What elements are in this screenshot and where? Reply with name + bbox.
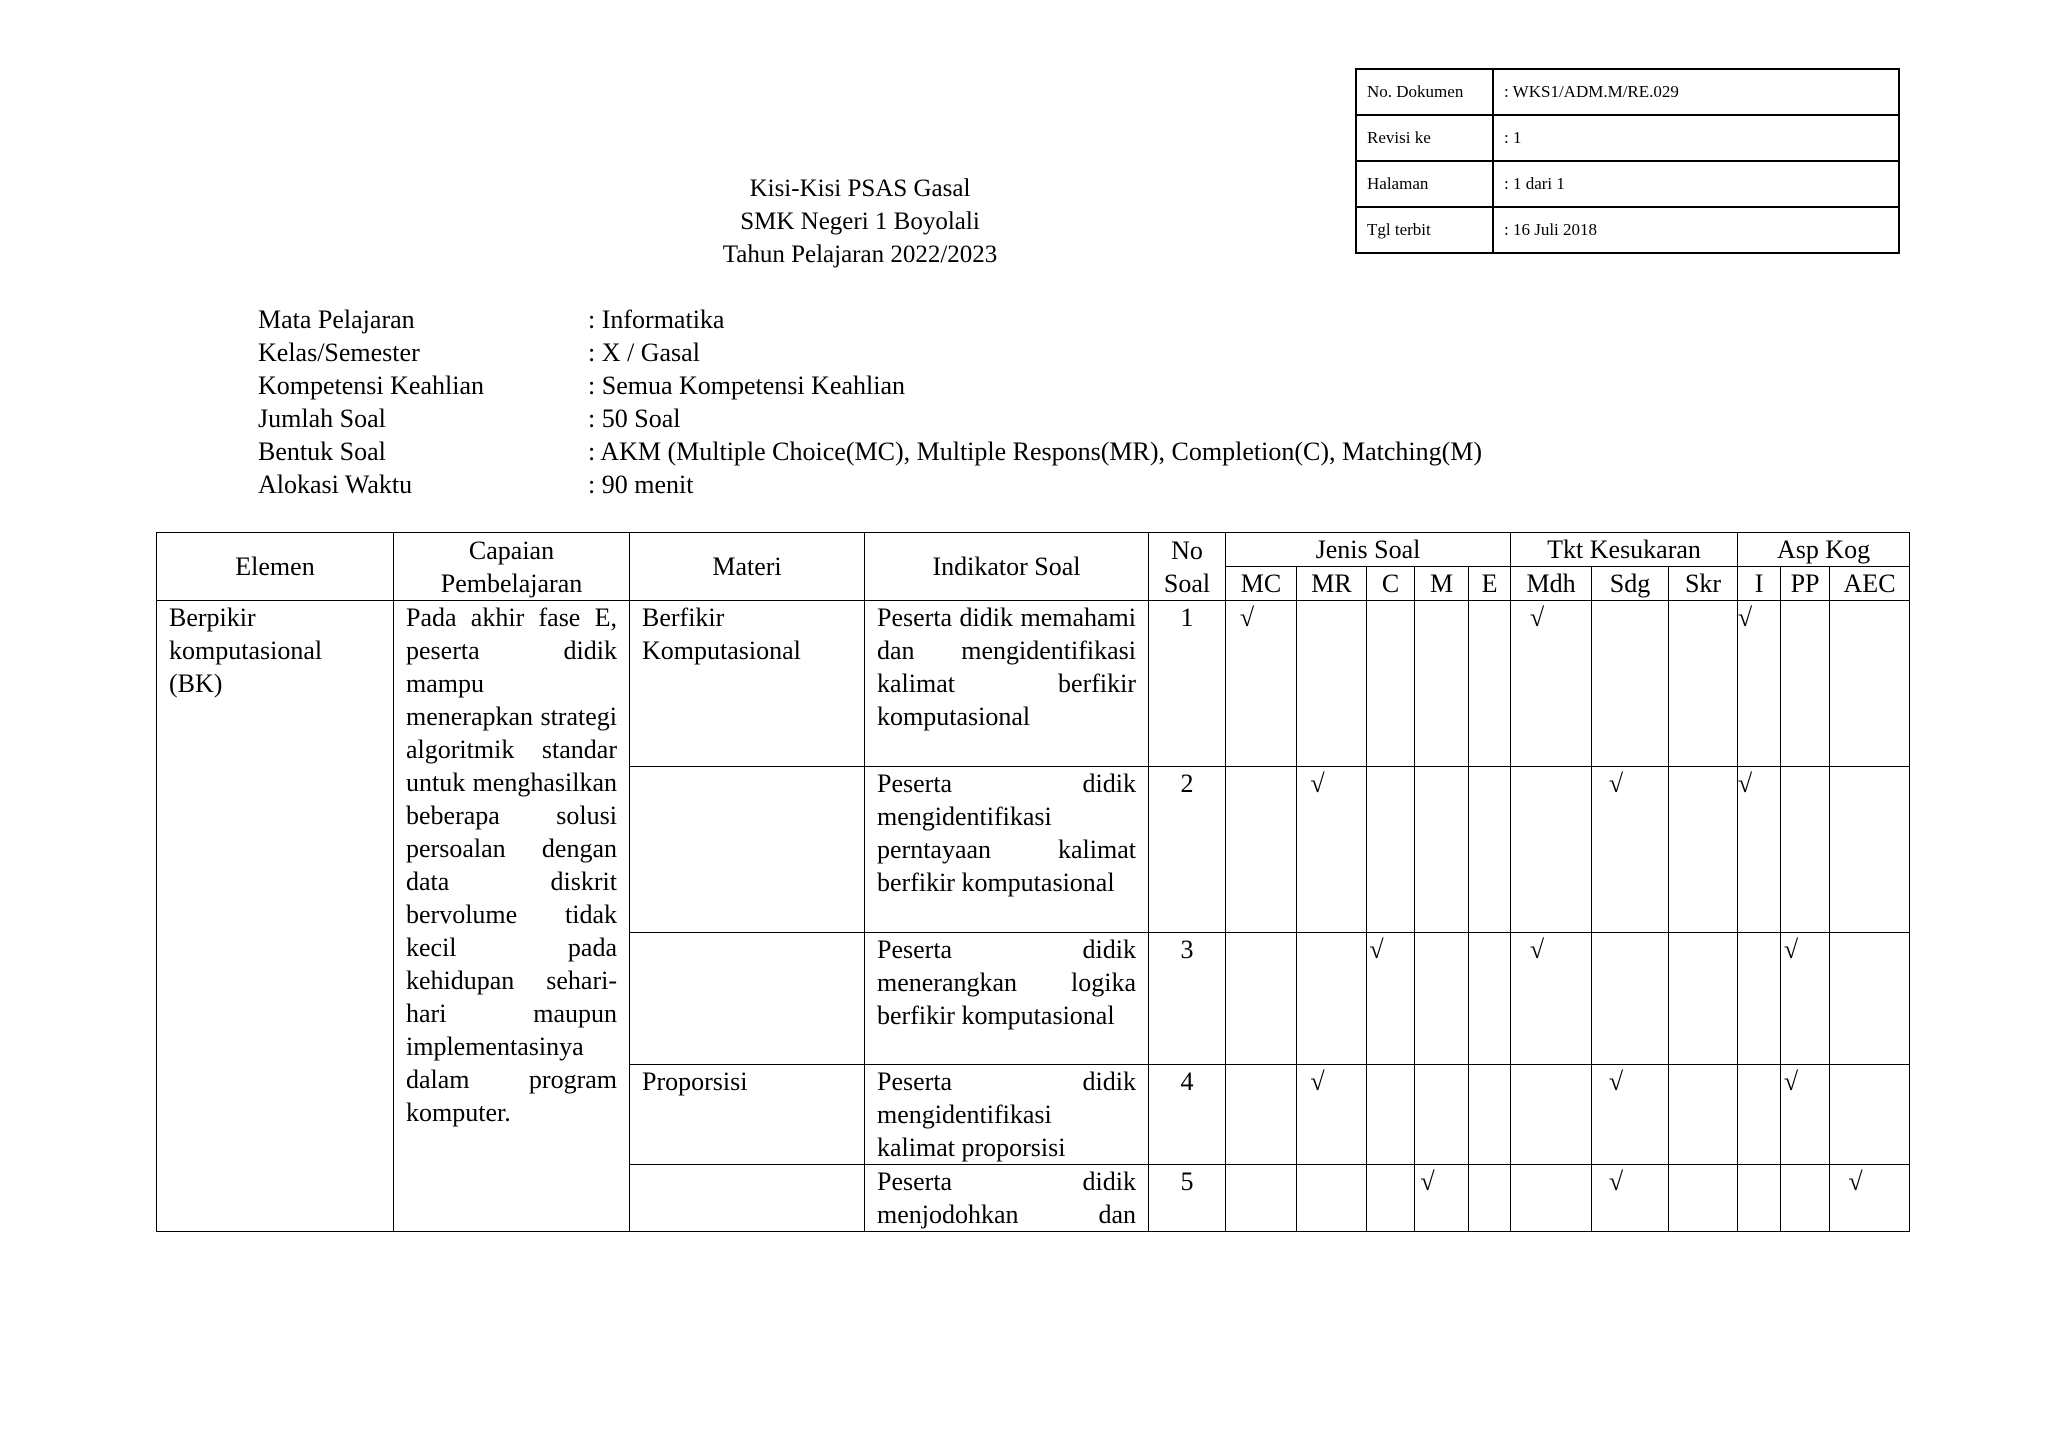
doc-info-label: No. Dokumen [1356,69,1493,115]
cell-sdg [1592,767,1669,933]
header-c: C [1367,567,1415,601]
check-mark-icon: √ [1737,769,1753,798]
cell-i [1738,1165,1781,1232]
header-sdg: Sdg [1592,567,1669,601]
meta-label: Kelas/Semester [258,338,420,367]
doc-info-label: Halaman [1356,161,1493,207]
check-mark-icon: √ [1420,1167,1435,1196]
cell-m [1415,1165,1469,1232]
check-mark-icon: √ [1529,935,1545,964]
cell-pp [1781,933,1830,1065]
cell-skr [1669,933,1738,1065]
cell-mdh [1511,767,1592,933]
check-mark-icon: √ [1608,1167,1624,1196]
cell-mr [1297,1165,1367,1232]
cell-e [1469,1165,1511,1232]
meta-label: Kompetensi Keahlian [258,371,484,400]
doc-info-row [1356,115,1899,161]
cell-materi [630,933,865,1065]
doc-info-value: : 1 [1493,115,1899,161]
check-mark-icon: √ [1529,603,1545,632]
cell-indikator: Peserta didik mengidentifikasi perntayaan kalimat berfikir komputasional [865,767,1149,933]
meta-value: : 90 menit [588,468,693,501]
cell-mdh [1511,933,1592,1065]
cell-capaian: Pada akhir fase E, peserta didik mampu menerapkan strategi algoritmik standar untuk menghasilkan beberapa solusi persoalan dengan data diskrit bervolume tidak kecil pada kehidupan sehari-hari maupun implementasinya dalam program komputer. [394,601,630,1232]
kisi-kisi-table [156,532,1910,1232]
header-pp: PP [1781,567,1830,601]
cell-mr [1297,1065,1367,1165]
cell-no-soal: 5 [1149,1165,1226,1232]
cell-m [1415,1065,1469,1165]
cell-i [1738,933,1781,1065]
meta-label: Jumlah Soal [258,404,386,433]
cell-mc [1226,767,1297,933]
cell-mr [1297,933,1367,1065]
header-no-line1: No [1171,535,1203,565]
header-capaian [394,533,630,601]
header-skr: Skr [1669,567,1738,601]
cell-c [1367,601,1415,767]
title-line-2: SMK Negeri 1 Boyolali [740,208,980,235]
table-row [157,601,1910,767]
cell-sdg [1592,1165,1669,1232]
check-mark-icon: √ [1369,935,1384,964]
cell-aec [1830,601,1910,767]
cell-c [1367,1165,1415,1232]
cell-sdg [1592,933,1669,1065]
meta-value: : Informatika [588,303,724,336]
meta-value: : Semua Kompetensi Keahlian [588,369,905,402]
header-m: M [1415,567,1469,601]
cell-skr [1669,767,1738,933]
check-mark-icon: √ [1783,935,1799,964]
check-mark-icon: √ [1783,1067,1799,1096]
cell-materi: Proporsisi [630,1065,865,1165]
header-mr: MR [1297,567,1367,601]
header-materi: Materi [630,533,865,601]
cell-e [1469,933,1511,1065]
cell-e [1469,601,1511,767]
header-mc: MC [1226,567,1297,601]
doc-info-label: Tgl terbit [1356,207,1493,253]
header-mdh: Mdh [1511,567,1592,601]
cell-aec [1830,933,1910,1065]
meta-value: : AKM (Multiple Choice(MC), Multiple Respons(MR), Completion(C), Matching(M) [588,435,1482,468]
cell-pp [1781,767,1830,933]
doc-info-label: Revisi ke [1356,115,1493,161]
cell-skr [1669,1165,1738,1232]
header-indikator: Indikator Soal [865,533,1149,601]
header-aec: AEC [1830,567,1910,601]
cell-mc [1226,601,1297,767]
document-info-box [1355,68,1900,254]
doc-info-value: : 16 Juli 2018 [1493,207,1899,253]
cell-mc [1226,1065,1297,1165]
header-elemen: Elemen [157,533,394,601]
cell-i [1738,601,1781,767]
cell-indikator: Peserta didik menerangkan logika berfikir komputasional [865,933,1149,1065]
header-no-soal [1149,533,1226,601]
meta-row [258,336,1482,369]
header-no-line2: Soal [1163,568,1211,598]
meta-label: Mata Pelajaran [258,305,415,334]
cell-i [1738,1065,1781,1165]
cell-m [1415,767,1469,933]
cell-materi [630,767,865,933]
cell-m [1415,601,1469,767]
meta-label: Alokasi Waktu [258,470,413,499]
header-e: E [1469,567,1511,601]
cell-mc [1226,1165,1297,1232]
meta-label: Bentuk Soal [258,437,386,466]
meta-row [258,402,1482,435]
meta-row [258,468,1482,501]
cell-sdg [1592,1065,1669,1165]
cell-skr [1669,1065,1738,1165]
check-mark-icon: √ [1310,769,1325,798]
meta-row [258,435,1482,468]
cell-pp [1781,601,1830,767]
meta-value: : 50 Soal [588,402,680,435]
header-capaian-line1: Capaian [468,535,555,565]
cell-aec [1830,767,1910,933]
cell-pp [1781,1065,1830,1165]
cell-mdh [1511,1165,1592,1232]
cell-mr [1297,767,1367,933]
header-i: I [1738,567,1781,601]
check-mark-icon: √ [1239,603,1255,632]
meta-value: : X / Gasal [588,336,700,369]
doc-info-value: : 1 dari 1 [1493,161,1899,207]
check-mark-icon: √ [1608,769,1624,798]
check-mark-icon: √ [1310,1067,1325,1096]
cell-c [1367,933,1415,1065]
title-line-3: Tahun Pelajaran 2022/2023 [722,241,998,268]
cell-aec [1830,1165,1910,1232]
cell-e [1469,767,1511,933]
exam-meta-info [258,303,1482,501]
header-capaian-line2: Pembelajaran [440,568,583,598]
doc-info-row [1356,161,1899,207]
cell-c [1367,1065,1415,1165]
header-jenis-soal: Jenis Soal [1226,533,1511,567]
check-mark-icon: √ [1737,603,1753,632]
doc-info-row [1356,69,1899,115]
document-title [600,172,1120,271]
cell-no-soal: 4 [1149,1065,1226,1165]
doc-info-value: : WKS1/ADM.M/RE.029 [1493,69,1899,115]
cell-indikator: Peserta didik memahami dan mengidentifikasi kalimat berfikir komputasional [865,601,1149,767]
cell-indikator-text: Peserta didik menjodohkan dan [877,1167,1136,1229]
cell-materi [630,1165,865,1232]
cell-i [1738,767,1781,933]
cell-mdh [1511,601,1592,767]
header-asp-kog: Asp Kog [1738,533,1910,567]
cell-skr [1669,601,1738,767]
title-line-1: Kisi-Kisi PSAS Gasal [749,175,971,202]
cell-mr [1297,601,1367,767]
cell-elemen: Berpikir komputasional (BK) [157,601,394,1232]
cell-aec [1830,1065,1910,1165]
check-mark-icon: √ [1848,1167,1863,1196]
table-header-row [157,533,1910,567]
cell-sdg [1592,601,1669,767]
doc-info-row [1356,207,1899,253]
meta-row [258,369,1482,402]
cell-e [1469,1065,1511,1165]
meta-row [258,303,1482,336]
cell-m [1415,933,1469,1065]
cell-no-soal: 1 [1149,601,1226,767]
cell-no-soal: 3 [1149,933,1226,1065]
cell-c [1367,767,1415,933]
cell-mc [1226,933,1297,1065]
check-mark-icon: √ [1608,1067,1624,1096]
cell-materi: Berfikir Komputasional [630,601,865,767]
header-tkt-kesukaran: Tkt Kesukaran [1511,533,1738,567]
cell-indikator: Peserta didik mengidentifikasi kalimat proporsisi [865,1065,1149,1165]
cell-indikator [865,1165,1149,1232]
cell-no-soal: 2 [1149,767,1226,933]
cell-mdh [1511,1065,1592,1165]
cell-pp [1781,1165,1830,1232]
